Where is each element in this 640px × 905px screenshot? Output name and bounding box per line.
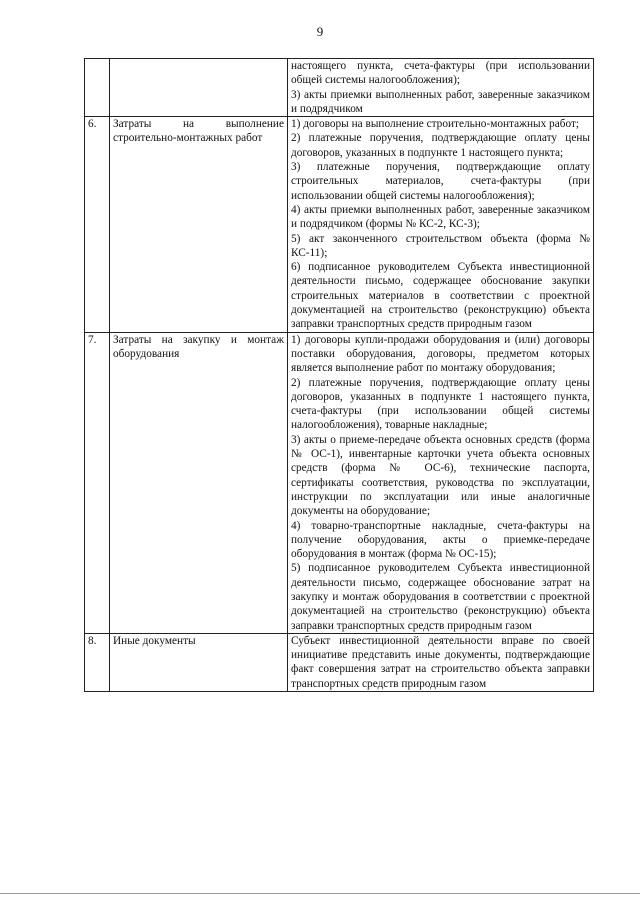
required-documents	[288, 59, 594, 117]
cost-type: Затраты на выполнение строительно-монтажных работ	[110, 117, 288, 332]
page-number: 9	[316, 24, 324, 39]
document-item: 3) акты приемки выполненных работ, заверенные заказчиком и подрядчиком	[291, 88, 590, 115]
row-number: 6.	[85, 117, 110, 332]
documents-table	[84, 58, 594, 692]
row-number: 7.	[85, 332, 110, 633]
document-item: 2) платежные поручения, подтверждающие оплату цены договоров, указанных в подпункте 1 настоящего пункта;	[291, 132, 590, 159]
document-item: Субъект инвестиционной деятельности вправе по своей инициативе представить иные документы, подтверждающие факт совершения затрат на строительство объекта заправки транспортных средств природным газом	[291, 634, 590, 690]
document-item: 2) платежные поручения, подтверждающие оплату цены договоров, указанных в подпункте 1 настоящего пункта, счета-фактуры (при использовании общей системы налогообложения), товарные накладные;	[291, 376, 590, 432]
document-item: настоящего пункта, счета-фактуры (при использовании общей системы налогообложения);	[291, 60, 590, 87]
document-item: 4) акты приемки выполненных работ, заверенные заказчиком и подрядчиком (формы № КС-2, КС-3);	[291, 203, 590, 231]
cost-type: Затраты на закупку и монтаж оборудования	[110, 332, 288, 633]
document-item: 3) платежные поручения, подтверждающие оплату строительных материалов, счета-фактуры (при использовании общей системы налогообложения);	[291, 161, 590, 202]
required-documents	[288, 117, 594, 332]
table-row	[85, 633, 594, 691]
document-item: 1) договоры на выполнение строительно-монтажных работ;	[291, 118, 580, 131]
required-documents	[288, 332, 594, 633]
required-documents	[288, 633, 594, 691]
row-number: 8.	[85, 633, 110, 691]
table-row	[85, 117, 594, 332]
document-item: 5) акт законченного строительством объекта (форма № КС-11);	[291, 232, 590, 259]
row-number	[85, 59, 110, 117]
table-row	[85, 59, 594, 117]
page-bottom-rule	[0, 893, 640, 894]
cost-type: Иные документы	[110, 633, 288, 691]
document-item: 1) договоры купли-продажи оборудования и (или) договоры поставки оборудования, договоры, предметом которых является выполнение работ по монтажу оборудования;	[291, 333, 590, 375]
document-item: 5) подписанное руководителем Субъекта инвестиционной деятельности письмо, содержащее обоснование затрат на закупку и монтаж оборудования в соответствии с проектной документацией на строительство (реконструкцию) объекта заправки транспортных средств природным газом	[291, 562, 590, 632]
document-item: 6) подписанное руководителем Субъекта инвестиционной деятельности письмо, содержащее обоснование закупки строительных материалов в соответствии с проектной документацией на строительство (реконструкцию) объекта заправки транспортных средств природным газом	[291, 261, 590, 331]
table-row	[85, 332, 594, 633]
cost-type	[110, 59, 288, 117]
document-item: 4) товарно-транспортные накладные, счета-фактуры на получение оборудования, акты о приемке-передаче оборудования в монтаж (форма № ОС-15);	[291, 519, 590, 561]
document-item: 3) акты о приеме-передаче объекта основных средств (форма № ОС-1), инвентарные карточки учета объекта основных средств (форма № ОС-6), технические паспорта, сертификаты соответствия, руководства по эксплуатации, инструкции по эксплуатации или иные аналогичные документы на оборудование;	[291, 433, 590, 518]
